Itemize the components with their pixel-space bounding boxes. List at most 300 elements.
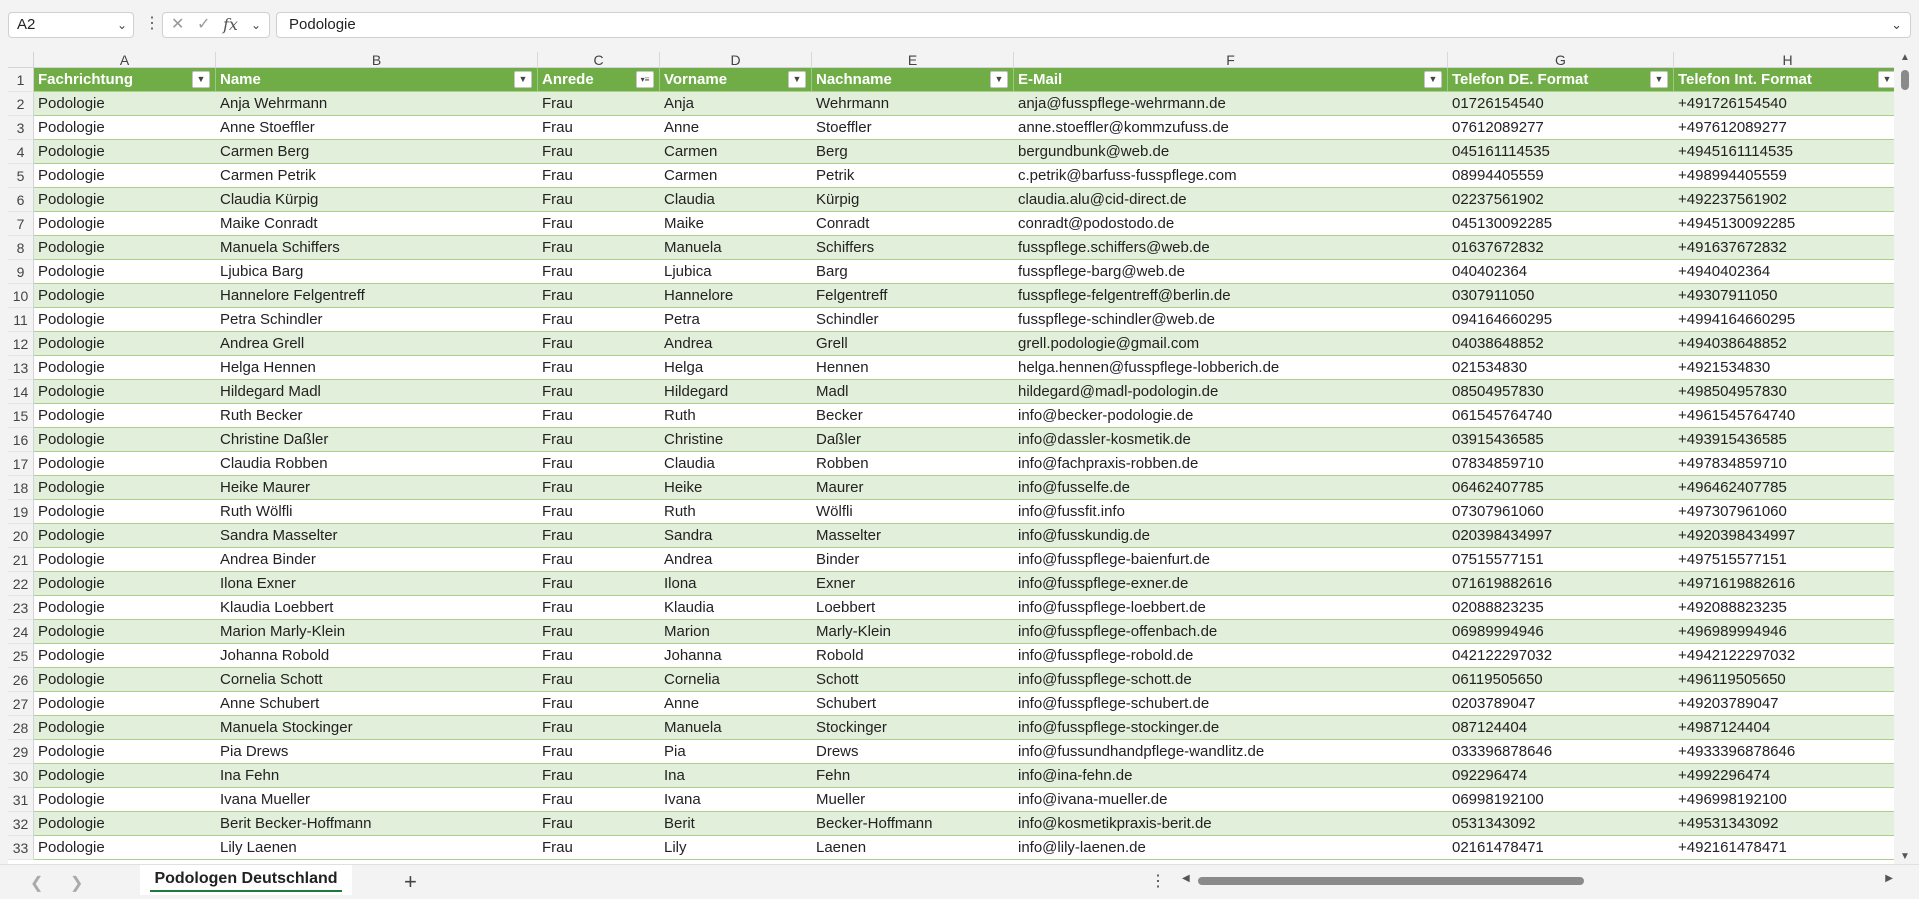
row-header[interactable]: 13 [8,356,34,380]
cell[interactable] [216,764,538,788]
header-cell[interactable] [216,68,538,92]
cell[interactable] [812,476,1014,500]
cell[interactable] [1014,524,1448,548]
cell[interactable] [812,668,1014,692]
cell[interactable] [1014,764,1448,788]
cell[interactable] [216,452,538,476]
cell[interactable] [660,764,812,788]
filter-dropdown-icon[interactable]: ▼ [192,71,210,88]
cell[interactable] [1014,476,1448,500]
row-header[interactable]: 2 [8,92,34,116]
cell[interactable] [216,692,538,716]
cell[interactable] [1448,92,1674,116]
cell[interactable] [216,500,538,524]
cell[interactable] [34,620,216,644]
cell[interactable] [34,548,216,572]
cell[interactable] [538,236,660,260]
filter-dropdown-icon[interactable]: ▼ [1650,71,1668,88]
cancel-icon[interactable]: ✕ [171,16,185,33]
cell[interactable] [812,524,1014,548]
cell[interactable] [1674,716,1894,740]
row-header[interactable]: 15 [8,404,34,428]
filter-dropdown-icon[interactable]: ▼ [990,71,1008,88]
row-header[interactable]: 6 [8,188,34,212]
cell[interactable] [1448,308,1674,332]
cell[interactable] [812,812,1014,836]
cell[interactable] [660,476,812,500]
cell[interactable] [1674,668,1894,692]
cell[interactable] [34,716,216,740]
cell[interactable] [812,332,1014,356]
cell[interactable] [538,812,660,836]
row-header[interactable]: 30 [8,764,34,788]
cell[interactable] [812,500,1014,524]
cell[interactable] [34,236,216,260]
cell[interactable] [1448,356,1674,380]
cell[interactable] [660,260,812,284]
cell[interactable] [1448,284,1674,308]
cell[interactable] [1674,308,1894,332]
cell[interactable] [1448,476,1674,500]
row-header[interactable]: 21 [8,548,34,572]
cell[interactable] [34,284,216,308]
cell[interactable] [1014,788,1448,812]
cell[interactable] [216,212,538,236]
cell[interactable] [34,788,216,812]
cell[interactable] [1014,92,1448,116]
filter-dropdown-icon[interactable]: ▼ [1424,71,1442,88]
row-header[interactable]: 29 [8,740,34,764]
cell[interactable] [538,788,660,812]
row-header[interactable]: 20 [8,524,34,548]
cell[interactable] [538,260,660,284]
cell[interactable] [34,476,216,500]
header-cell[interactable] [1448,68,1674,92]
cell[interactable] [660,188,812,212]
cell[interactable] [812,236,1014,260]
cell[interactable] [812,92,1014,116]
horizontal-scroll-thumb[interactable] [1198,877,1584,885]
cell[interactable] [660,572,812,596]
column-header-a[interactable]: A [34,52,216,68]
row-header[interactable]: 18 [8,476,34,500]
cell[interactable] [34,92,216,116]
cell[interactable] [812,764,1014,788]
row-header[interactable]: 23 [8,596,34,620]
cell[interactable] [538,740,660,764]
cell[interactable] [34,356,216,380]
cell[interactable] [34,308,216,332]
cell[interactable] [1674,116,1894,140]
cell[interactable] [660,356,812,380]
cell[interactable] [660,644,812,668]
cell[interactable] [1674,812,1894,836]
row-header[interactable]: 33 [8,836,34,860]
cell[interactable] [660,308,812,332]
cell[interactable] [1014,140,1448,164]
row-header[interactable]: 1 [8,68,34,92]
cell[interactable] [812,140,1014,164]
cell[interactable] [812,740,1014,764]
cell[interactable] [34,500,216,524]
column-header-b[interactable]: B [216,52,538,68]
cell[interactable] [538,284,660,308]
cell[interactable] [34,116,216,140]
cell[interactable] [216,140,538,164]
cell[interactable] [812,212,1014,236]
cell[interactable] [1014,548,1448,572]
cell[interactable] [34,260,216,284]
cell[interactable] [660,500,812,524]
cell[interactable] [34,644,216,668]
cell[interactable] [812,260,1014,284]
cell[interactable] [216,548,538,572]
cell[interactable] [1674,236,1894,260]
cell[interactable] [660,212,812,236]
vertical-scrollbar[interactable] [1896,52,1914,864]
cell[interactable] [216,812,538,836]
cell[interactable] [538,716,660,740]
cell[interactable] [1674,548,1894,572]
cell[interactable] [538,308,660,332]
cell[interactable] [1674,332,1894,356]
spreadsheet-grid[interactable] [8,52,1894,864]
cell[interactable] [1014,452,1448,476]
row-header[interactable]: 5 [8,164,34,188]
cell[interactable] [216,164,538,188]
cell[interactable] [1448,260,1674,284]
cell[interactable] [1448,164,1674,188]
cell[interactable] [812,284,1014,308]
cell[interactable] [1014,356,1448,380]
cell[interactable] [216,428,538,452]
cell[interactable] [812,644,1014,668]
cell[interactable] [812,596,1014,620]
row-header[interactable]: 11 [8,308,34,332]
cell[interactable] [216,524,538,548]
cell[interactable] [1448,620,1674,644]
cell[interactable] [34,380,216,404]
sheet-tab[interactable] [140,865,352,895]
cell[interactable] [34,740,216,764]
cell[interactable] [812,404,1014,428]
cell[interactable] [1014,380,1448,404]
cell[interactable] [216,356,538,380]
row-header[interactable]: 27 [8,692,34,716]
cell[interactable] [1448,572,1674,596]
cell[interactable] [34,164,216,188]
cell[interactable] [1674,620,1894,644]
cell[interactable] [660,164,812,188]
scroll-left-icon[interactable]: ◀ [1182,873,1190,884]
row-header[interactable]: 25 [8,644,34,668]
cell[interactable] [216,332,538,356]
column-header-g[interactable]: G [1448,52,1674,68]
cell[interactable] [1674,452,1894,476]
column-header-e[interactable]: E [812,52,1014,68]
cell[interactable] [660,836,812,860]
cell[interactable] [538,188,660,212]
cell[interactable] [538,644,660,668]
filter-dropdown-icon[interactable]: ▼ [1878,71,1894,88]
row-header[interactable]: 8 [8,236,34,260]
cell[interactable] [538,356,660,380]
cell[interactable] [1014,500,1448,524]
cell[interactable] [34,692,216,716]
more-options-icon[interactable]: ⋮ [1150,873,1166,890]
cell[interactable] [34,188,216,212]
cell[interactable] [538,92,660,116]
cell[interactable] [216,260,538,284]
cell[interactable] [812,308,1014,332]
cell[interactable] [216,284,538,308]
cell[interactable] [1014,812,1448,836]
cell[interactable] [538,428,660,452]
cell[interactable] [538,476,660,500]
cell[interactable] [1674,140,1894,164]
cell[interactable] [812,428,1014,452]
cell[interactable] [812,452,1014,476]
cell[interactable] [216,380,538,404]
cell[interactable] [538,836,660,860]
cell[interactable] [660,740,812,764]
cell[interactable] [216,620,538,644]
cell[interactable] [538,596,660,620]
cell[interactable] [1674,836,1894,860]
cell[interactable] [1014,668,1448,692]
row-header[interactable]: 7 [8,212,34,236]
cell[interactable] [216,644,538,668]
name-box[interactable] [8,12,134,38]
cell[interactable] [1448,452,1674,476]
cell[interactable] [1014,332,1448,356]
cell[interactable] [660,452,812,476]
cell[interactable] [812,164,1014,188]
cell[interactable] [216,668,538,692]
cell[interactable] [1674,356,1894,380]
cell[interactable] [660,404,812,428]
cell[interactable] [1448,524,1674,548]
next-sheet-icon[interactable]: ❯ [70,875,84,892]
cell[interactable] [34,812,216,836]
filter-dropdown-icon[interactable]: ▼ [788,71,806,88]
cell[interactable] [34,404,216,428]
cell[interactable] [34,524,216,548]
cell[interactable] [538,332,660,356]
cell[interactable] [1014,404,1448,428]
cell[interactable] [1448,716,1674,740]
cell[interactable] [660,92,812,116]
scroll-up-icon[interactable]: ▲ [1900,52,1910,63]
cell[interactable] [812,572,1014,596]
cell[interactable] [1674,596,1894,620]
cell[interactable] [1014,428,1448,452]
cell[interactable] [1674,500,1894,524]
cell[interactable] [1448,212,1674,236]
header-cell[interactable] [812,68,1014,92]
cell[interactable] [216,308,538,332]
cell[interactable] [1014,284,1448,308]
cell[interactable] [660,692,812,716]
cell[interactable] [660,380,812,404]
cell[interactable] [1674,212,1894,236]
row-header[interactable]: 17 [8,452,34,476]
vertical-scroll-thumb[interactable] [1901,70,1909,90]
filter-active-icon[interactable]: ▾≡ [636,71,654,88]
cell[interactable] [538,452,660,476]
cell[interactable] [34,332,216,356]
cell[interactable] [1014,236,1448,260]
cell[interactable] [1674,476,1894,500]
header-cell[interactable] [1674,68,1894,92]
cell[interactable] [216,404,538,428]
cell[interactable] [1014,572,1448,596]
cell[interactable] [34,452,216,476]
row-header[interactable]: 14 [8,380,34,404]
cell[interactable] [660,716,812,740]
cell[interactable] [1674,692,1894,716]
cell[interactable] [34,596,216,620]
cell[interactable] [1014,740,1448,764]
cell[interactable] [1674,428,1894,452]
cell[interactable] [1674,740,1894,764]
row-header[interactable]: 26 [8,668,34,692]
cell[interactable] [1014,836,1448,860]
expand-formula-icon[interactable]: ⌄ [1891,17,1902,32]
cell[interactable] [1014,188,1448,212]
cell[interactable] [812,620,1014,644]
cell[interactable] [1674,260,1894,284]
cell[interactable] [660,596,812,620]
insert-function-icon[interactable]: fx [223,15,238,34]
cell[interactable] [660,668,812,692]
cell[interactable] [812,356,1014,380]
cell[interactable] [1014,596,1448,620]
cell[interactable] [1014,260,1448,284]
cell[interactable] [1674,92,1894,116]
cell[interactable] [812,788,1014,812]
cell[interactable] [660,548,812,572]
row-header[interactable]: 31 [8,788,34,812]
cell[interactable] [1014,716,1448,740]
cell[interactable] [538,164,660,188]
cell[interactable] [34,140,216,164]
cell[interactable] [538,620,660,644]
cell[interactable] [812,548,1014,572]
cell[interactable] [538,116,660,140]
cell[interactable] [1448,548,1674,572]
cell[interactable] [34,764,216,788]
cell[interactable] [216,116,538,140]
cell[interactable] [1448,788,1674,812]
row-header[interactable]: 24 [8,620,34,644]
select-all-corner[interactable] [8,52,34,68]
cell[interactable] [1674,404,1894,428]
cell[interactable] [1014,620,1448,644]
cell[interactable] [1448,140,1674,164]
chevron-down-icon[interactable]: ⌄ [251,18,262,32]
cell[interactable] [216,92,538,116]
cell[interactable] [1674,524,1894,548]
column-header-d[interactable]: D [660,52,812,68]
cell[interactable] [660,788,812,812]
cell[interactable] [1448,836,1674,860]
cell[interactable] [1448,188,1674,212]
cell[interactable] [1448,116,1674,140]
cell[interactable] [812,692,1014,716]
cell[interactable] [538,548,660,572]
cell[interactable] [812,716,1014,740]
cell[interactable] [660,524,812,548]
cell[interactable] [216,716,538,740]
cell[interactable] [216,740,538,764]
cell[interactable] [538,500,660,524]
cell[interactable] [1014,212,1448,236]
cell[interactable] [1448,428,1674,452]
cell[interactable] [1448,596,1674,620]
cell[interactable] [34,572,216,596]
cell[interactable] [216,236,538,260]
column-header-c[interactable]: C [538,52,660,68]
row-header[interactable]: 3 [8,116,34,140]
cell[interactable] [1674,788,1894,812]
header-cell[interactable] [538,68,660,92]
cell[interactable] [1014,116,1448,140]
cell[interactable] [660,332,812,356]
cell[interactable] [812,380,1014,404]
row-header[interactable]: 10 [8,284,34,308]
cell[interactable] [1448,764,1674,788]
scroll-down-icon[interactable]: ▼ [1900,851,1910,862]
cell[interactable] [812,116,1014,140]
cell[interactable] [216,788,538,812]
cell[interactable] [538,140,660,164]
cell[interactable] [216,836,538,860]
row-header[interactable]: 12 [8,332,34,356]
cell[interactable] [1448,740,1674,764]
row-header[interactable]: 32 [8,812,34,836]
formula-input[interactable] [276,12,1911,38]
cell[interactable] [538,404,660,428]
cell[interactable] [1014,692,1448,716]
cell[interactable] [660,428,812,452]
cell[interactable] [660,236,812,260]
cell[interactable] [660,620,812,644]
cell[interactable] [812,836,1014,860]
add-sheet-icon[interactable]: + [404,869,417,894]
cell[interactable] [1674,284,1894,308]
column-header-f[interactable]: F [1014,52,1448,68]
cell[interactable] [1448,644,1674,668]
cell[interactable] [660,140,812,164]
cell[interactable] [34,668,216,692]
cell[interactable] [1448,692,1674,716]
row-header[interactable]: 28 [8,716,34,740]
row-header[interactable]: 19 [8,500,34,524]
row-header[interactable]: 4 [8,140,34,164]
filter-dropdown-icon[interactable]: ▼ [514,71,532,88]
confirm-icon[interactable]: ✓ [197,16,211,33]
cell[interactable] [1674,644,1894,668]
cell[interactable] [660,812,812,836]
cell[interactable] [538,668,660,692]
cell[interactable] [1448,380,1674,404]
cell[interactable] [1674,188,1894,212]
header-cell[interactable] [660,68,812,92]
cell[interactable] [1448,236,1674,260]
horizontal-scrollbar[interactable] [1180,872,1895,890]
cell[interactable] [1674,572,1894,596]
